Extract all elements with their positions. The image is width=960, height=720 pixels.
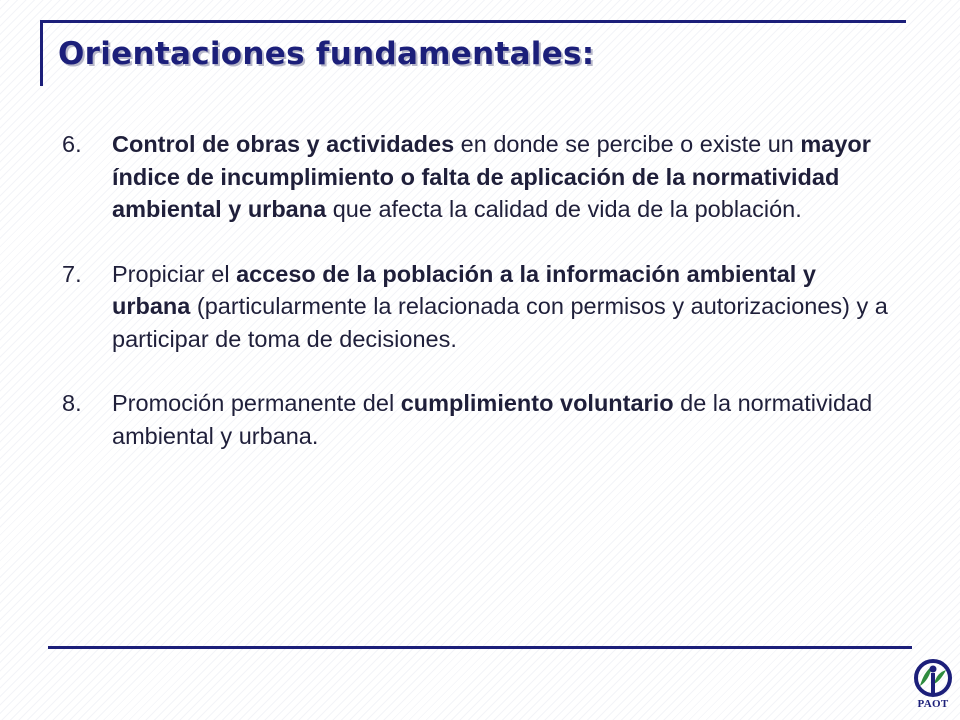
item-text-normal: que afecta la calidad de vida de la población.	[326, 196, 802, 222]
item-text-bold: mayor índice de incumplimiento o falta de aplicación de la normatividad ambiental y urbana	[112, 131, 871, 222]
paot-logo-icon	[910, 656, 956, 700]
item-number: 7.	[62, 260, 82, 287]
logo-label: PAOT	[917, 698, 949, 710]
item-text-bold: Control de obras y actividades	[112, 131, 455, 157]
item-text-normal: de la normatividad ambiental y urbana.	[112, 390, 873, 449]
list-item	[62, 128, 892, 226]
title-accent-bar	[40, 20, 43, 86]
item-text-normal: Propiciar el	[112, 260, 237, 287]
item-text-bold: cumplimiento voluntario	[400, 390, 674, 416]
item-text	[112, 261, 888, 352]
bottom-rule	[48, 646, 912, 649]
list-item	[62, 387, 892, 452]
item-text	[112, 390, 872, 449]
item-number: 8.	[62, 390, 82, 416]
list-item	[62, 258, 892, 356]
item-text-bold: acceso de la población a la información ambiental y urbana	[112, 260, 816, 319]
top-rule	[40, 20, 906, 23]
item-text-normal: Promoción permanente del	[112, 390, 401, 416]
slide-title: Orientaciones fundamentales:	[58, 36, 595, 72]
item-text	[112, 131, 871, 222]
orientations-list	[62, 128, 892, 484]
item-text-normal: en donde se percibe o existe un	[454, 131, 801, 157]
paot-logo	[910, 656, 956, 714]
item-text-normal: (particularmente la relacionada con permisos y autorizaciones) y a participar de toma de decisiones.	[112, 293, 888, 352]
item-number: 6.	[62, 131, 82, 157]
